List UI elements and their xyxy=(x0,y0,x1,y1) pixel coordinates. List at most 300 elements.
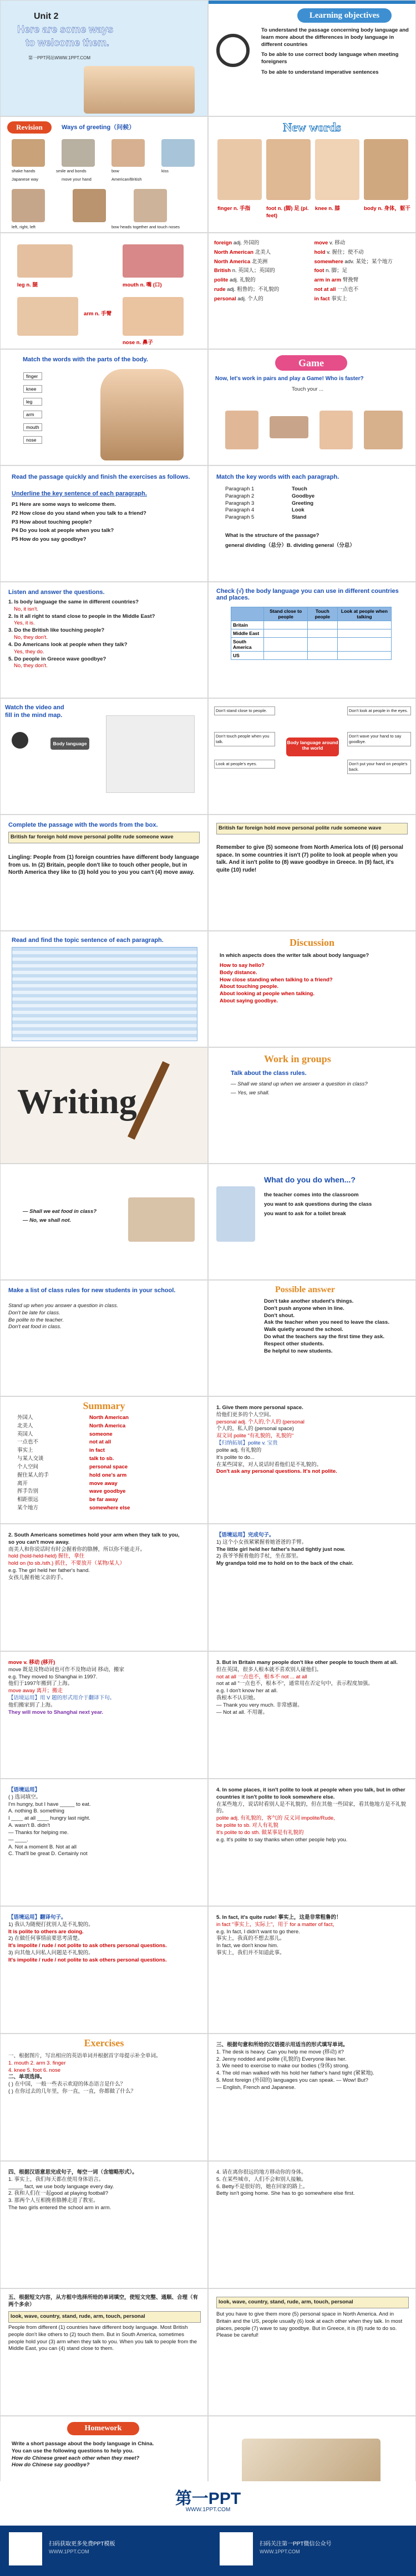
caption-mouth: mouth n. 嘴 (口) xyxy=(123,282,162,288)
question-p2: P2 How close do you stand when you talk to a friend? xyxy=(12,510,146,516)
note-line: e.g. The girl held her father's hand. xyxy=(8,1568,90,1574)
rule-3: Be polite to the teacher. xyxy=(8,1317,64,1323)
vocab-entry: North America 北美洲 xyxy=(214,258,268,265)
slide-new-words-2 xyxy=(0,233,208,349)
note-line: 在某些国家，对人说话时看他们是不礼貌的。 xyxy=(216,1461,322,1468)
caption-foot: foot n. (脚) 足 (pl. feet) xyxy=(266,206,309,219)
note-line: 【语境运用】用 V 题的形式用介于翻译下句。 xyxy=(8,1695,115,1702)
make-list-title: Make a list of class rules for new students in your school. xyxy=(8,1287,176,1294)
answer-rule: Walk quietly around the school. xyxy=(264,1327,343,1333)
label-kiss: kiss xyxy=(161,168,169,173)
slide-writing xyxy=(0,1047,208,1164)
vocab-entry: foot n. 脚；足 xyxy=(314,268,348,274)
rule-4: Don't eat food in class. xyxy=(8,1324,62,1330)
students-image xyxy=(84,66,195,114)
practice-line: It's impolite / rude / not polite to ask others personal questions. xyxy=(8,1957,167,1963)
listen-q4: 4. Do Americans look at people when they talk? xyxy=(8,641,128,648)
slide-game xyxy=(208,349,416,465)
question-p1: P1 Here are some ways to welcome them. xyxy=(12,501,116,508)
note-line: so you can't move away. xyxy=(8,1539,70,1545)
keyword-greeting: Greeting xyxy=(292,500,314,506)
homework-line: How do Chinese greet each other when they meet? xyxy=(12,2455,140,2461)
practice-line: A. wasn't B. didn't xyxy=(8,1822,50,1829)
paragraph-2: Paragraph 2 xyxy=(225,493,255,499)
keyword-touch: Touch xyxy=(292,486,307,492)
answer-rule: Respect other students. xyxy=(264,1340,324,1347)
note-line: 他们搬家到了上海。 xyxy=(8,1702,56,1708)
answer-rule: Don't take another student's things. xyxy=(264,1298,354,1304)
slide-complete-2 xyxy=(208,815,416,931)
lesson-title-1: Here are some ways xyxy=(17,24,114,35)
listen-q2: 2. Is it all right to stand close to people in the Middle East? xyxy=(8,613,155,619)
footer-logo: 第一PPT xyxy=(175,2490,241,2508)
exercise-line: The two girls entered the school arm in arm. xyxy=(8,2205,111,2211)
note-line: e.g. I don't know her at all. xyxy=(216,1688,278,1694)
note-line: 女孩儿握着她父亲的手。 xyxy=(8,1574,67,1581)
rules-answer: — Yes, we shall. xyxy=(231,1090,270,1096)
vocab-entry: in fact 事实上 xyxy=(314,295,347,302)
exercise-line: 2. Jenny nodded and polite (礼貌的) Everyone likes her. xyxy=(216,2056,347,2062)
note-line: personal adj. 个人的,个人的 (personal xyxy=(216,1418,305,1425)
slide-practice-not-at-all xyxy=(0,1779,208,1906)
aspect-6: About saying goodbye. xyxy=(220,998,278,1005)
slide-complete-1 xyxy=(0,815,208,931)
note-line: move v. 移动 (移开) xyxy=(8,1660,55,1666)
table-row: South America xyxy=(231,638,392,652)
classroom-image xyxy=(128,1197,195,1242)
class-rules-sub: Talk about the class rules. xyxy=(231,1070,307,1077)
kiss-image xyxy=(111,139,145,167)
note-line: 南美人和你说话时有时会握着你的胳膊，所以你不能走开。 xyxy=(8,1546,146,1553)
note-line: In fact, we don't know him. xyxy=(216,1943,278,1949)
listen-q1: 1. Is body language the same in different countries? xyxy=(8,599,139,605)
slide-exercises-4 xyxy=(208,2161,416,2288)
cloze-passage-1: People from different (1) countries have different body language. Most British people don't like others to (2) touch them. But in South America, sometimes people hold your (3) arm when they talk to you. When you talk to people from the Middle East, you can (4) stand close to them. xyxy=(8,2324,197,2352)
body-image xyxy=(364,139,408,200)
word-box-2: British far foreign hold move personal polite rude someone wave xyxy=(216,823,408,834)
objective-3: To be able to understand imperative sentences xyxy=(261,69,379,76)
slide-note-in-fact xyxy=(208,1906,416,2034)
discussion-title: Discussion xyxy=(289,937,335,948)
label-smile: smile and bonds xyxy=(56,168,87,173)
listen-q3: 3. Do the British like touching people? xyxy=(8,627,105,634)
slide-exercises-1 xyxy=(0,2034,208,2161)
slide-revision xyxy=(0,116,208,233)
game-title: Game xyxy=(275,355,347,371)
hand-image xyxy=(364,411,403,449)
note-line: — Thank you very much. 非常感谢。 xyxy=(216,1702,303,1708)
keyword-goodbye: Goodbye xyxy=(292,493,315,499)
slide-key-words xyxy=(208,465,416,582)
exercise-line: ( ) 在你过去的几年里，你一直，一直，你都做了什么？ xyxy=(8,2088,136,2095)
note-line: e.g. They moved to Shanghai in 1997. xyxy=(8,1673,98,1680)
slide-exercises-2 xyxy=(208,2034,416,2161)
vocab-entry: foreign adj. 外国的 xyxy=(214,240,260,246)
structure-question: What is the structure of the passage? xyxy=(225,532,319,539)
lesson-title-2: to welcome them. xyxy=(26,37,110,48)
listen-a5: No, they don't. xyxy=(14,663,48,669)
exercise-5-title: 五、根据短文内容，从方框中选择所给的单词填空，使短文完整、通顺、合理（有两个多余） xyxy=(8,2295,199,2308)
vocab-entry: personal adj. 个人的 xyxy=(214,295,263,302)
shake-hands-image xyxy=(12,139,45,167)
vocab-entry: move v. 移动 xyxy=(314,240,346,246)
label-american: American/British xyxy=(111,177,142,182)
video-title-2: fill in the mind map. xyxy=(5,712,63,719)
slide-vocabulary xyxy=(208,233,416,349)
note-line: 事实上，我真的不想去那儿。 xyxy=(216,1935,285,1942)
listen-a1: No, it isn't. xyxy=(14,606,39,612)
game-touch: Touch your ... xyxy=(292,386,324,392)
vocab-entry: not at all 一点也不 xyxy=(314,286,359,293)
arm-image xyxy=(17,297,78,336)
complete-title: Complete the passage with the words from the box. xyxy=(8,822,158,828)
exercise-line: 四、根据汉语意思完成句子，每空一词（含缩略形式）。 xyxy=(8,2169,138,2175)
summary-title: Summary xyxy=(83,1400,125,1411)
vocab-list xyxy=(214,240,410,303)
rule-1: Stand up when you answer a question in class. xyxy=(8,1303,119,1309)
exercise-line: 3. We need to exercise to make our bodies (身体) strong. xyxy=(216,2063,350,2070)
answer-rule: Do what the teachers say the first time they ask. xyxy=(264,1334,384,1340)
exercise-line: 1. The desk is heavy. Can you help me move (移动) it? xyxy=(216,2048,344,2055)
greeting-heading: Ways of greeting（问候） xyxy=(62,124,135,131)
slide-match-body xyxy=(0,349,208,465)
map-box-5: Don't wave your hand to say goodbye. xyxy=(347,732,411,746)
note-line: move away 离开；搬走 xyxy=(8,1688,63,1694)
caption-arm: arm n. 手臂 xyxy=(84,311,112,317)
exercise-line: 6. Betty不是很好的，她在回家的路上。 xyxy=(216,2183,308,2190)
note-line: hold (hold-held-held) 握住，拿住 xyxy=(8,1553,85,1560)
note-line: 2. South Americans sometimes hold your arm when they talk to you, xyxy=(8,1532,180,1538)
practice-line: — Thanks for helping me. xyxy=(8,1829,69,1836)
practice-line: The little girl held her father's hand tightly just now. xyxy=(216,1546,346,1553)
footer xyxy=(0,2481,416,2576)
slide-check-table xyxy=(208,582,416,698)
passage-part-1: Lingling: People from (1) foreign countries have different body language from us. In (2) Britain, people don't like to touch other people, but in North America they like to (3) hold you to you you can't (4) move away. xyxy=(8,854,199,875)
caption-body: body n. 身体，躯干 xyxy=(364,206,410,212)
wave-image xyxy=(161,139,195,167)
slide-possible-answer xyxy=(208,1280,416,1396)
word-arm: arm xyxy=(23,411,42,418)
eye-image xyxy=(270,416,308,438)
practice-line: I ____ at all ____ hungry last night. xyxy=(8,1815,90,1822)
keyword-look: Look xyxy=(292,507,305,514)
note-line: 他们于1997年搬到了上海。 xyxy=(8,1681,73,1687)
note-line: not at all "一点也不，根本不"，通常用在否定句中，表示程度加强。 xyxy=(216,1681,373,1687)
practice-line: My grandpa told me to hold on to the back of the chair. xyxy=(216,1560,354,1567)
footer-right-text: 扫码关注第一PPT微信公众号 xyxy=(260,2541,332,2547)
slide-read-quickly xyxy=(0,465,208,582)
label-bow-heads: bow heads together and touch noses xyxy=(111,224,180,229)
slide-mind-map-2 xyxy=(208,698,416,815)
situation-2: you want to ask questions during the class xyxy=(264,1201,372,1207)
shall-answer: — No, we shall not. xyxy=(23,1217,72,1223)
listen-title: Listen and answer the questions. xyxy=(8,589,105,596)
slide-title xyxy=(0,0,208,116)
nose-photo xyxy=(319,411,353,449)
homework-line: Write a short passage about the body language in China. xyxy=(12,2441,154,2447)
slide-work-groups xyxy=(208,1047,416,1164)
thinking-image xyxy=(216,1186,255,1242)
read-title: Read the passage quickly and finish the exercises as follows. xyxy=(12,474,190,480)
map-box-3: Look at people's eyes. xyxy=(214,760,275,769)
paragraph-5: Paragraph 5 xyxy=(225,514,255,521)
aspect-5: About looking at people when talking. xyxy=(220,991,314,997)
col-touch: Touch people xyxy=(307,607,337,621)
paragraph-4: Paragraph 4 xyxy=(225,507,255,514)
vocab-entry: rude adj. 粗鲁的；不礼貌的 xyxy=(214,286,280,293)
answer-rule: Don't shout. xyxy=(264,1312,295,1319)
exercise-line: 5. Most foreign (外国的) languages you can speak. — Wow! But? xyxy=(216,2077,368,2084)
footer-right-site: WWW.1PPT.COM xyxy=(260,2549,300,2554)
exercise-line: 4. 请在离你很远的地方移动你的身体。 xyxy=(216,2169,307,2175)
hug-image xyxy=(12,189,45,222)
magnifier-image xyxy=(216,34,250,67)
note-line: be polite to sb. 对人有礼貌 xyxy=(216,1822,278,1829)
practice-line: 2) 在做任何事情前要思考清楚。 xyxy=(8,1935,83,1942)
note-line: They will move to Shanghai next year. xyxy=(8,1709,104,1715)
vocab-entry: arm in arm 臂挽臂 xyxy=(314,277,359,284)
exercise-line: 2. 我和人们在一起good at playing football? xyxy=(8,2190,109,2197)
slide-new-words-1 xyxy=(208,116,416,233)
exercise-line: ( ) 在中国，一般一些表示欢迎的体态语言是什么？ xyxy=(8,2081,126,2088)
note-line: 双文词 polite "有礼貌的，礼貌的" xyxy=(216,1433,294,1440)
slide-discussion xyxy=(208,931,416,1047)
objectives-title: Learning objectives xyxy=(297,8,392,23)
table-header-row xyxy=(231,607,392,621)
slide-topic-sentence xyxy=(0,931,208,1047)
keywords-title: Match the key words with each paragraph. xyxy=(216,474,339,480)
situation-1: the teacher comes into the classroom xyxy=(264,1192,359,1198)
note-line: 5. In fact, it's quite rude! 事实上，这是非常粗鲁的！ xyxy=(216,1914,342,1921)
word-leg: leg xyxy=(23,398,42,406)
question-p4: P4 Do you look at people when you talk? xyxy=(12,528,114,534)
word-finger: finger xyxy=(23,372,42,380)
slide-shall-we xyxy=(0,1164,208,1280)
word-mouth: mouth xyxy=(23,423,42,431)
caption-finger: finger n. 手指 xyxy=(217,206,251,212)
paragraph-3: Paragraph 3 xyxy=(225,500,255,506)
body-figure-image xyxy=(100,369,184,460)
practice-line: It's impolite / rude / not polite to ask others personal questions. xyxy=(8,1943,167,1949)
exercise-line: 一、根据图片，写出相应的英语单词并根据首字母提示补全单词。 xyxy=(8,2053,161,2059)
site-label: 第一PPT网站WWW.1PPT.COM xyxy=(28,55,90,60)
ear-image xyxy=(225,411,258,449)
practice-line: 2) 我爷爷握着他的手杖，坐在那里。 xyxy=(216,1553,302,1560)
keyword-stand: Stand xyxy=(292,514,307,521)
writing-word: Writing xyxy=(17,1082,137,1121)
listen-a4: Yes, they do. xyxy=(14,648,44,655)
slide-note-not-at-all xyxy=(208,1651,416,1779)
question-p5: P5 How do you say goodbye? xyxy=(12,536,87,543)
note-line: 事实上，我们并不知道此事。 xyxy=(216,1950,285,1957)
mind-map-node xyxy=(106,715,195,793)
slide-mind-map-1 xyxy=(0,698,208,815)
word-knee: knee xyxy=(23,385,42,393)
exercise-line: 4. knee 5. foot 6. nose xyxy=(8,2067,61,2073)
discussion-question: In which aspects does the writer talk about body language? xyxy=(220,952,369,959)
bow-image xyxy=(62,139,95,167)
map-center: Body language around the world xyxy=(286,738,339,756)
practice-line: 1) 这个小女孩紧紧握着她爸爸的手臂。 xyxy=(216,1539,307,1545)
practice-line: It is polite to others are doing. xyxy=(8,1928,84,1935)
aspect-1: How to say hello? xyxy=(220,962,265,969)
word-box-4: look, wave, country, stand, rude, arm, touch, personal xyxy=(216,2297,409,2308)
foot-image xyxy=(266,139,311,200)
what-title: What do you do when...? xyxy=(264,1175,356,1184)
answer-rule: Ask the teacher when you need to leave the class. xyxy=(264,1319,389,1326)
footer-left-site: WWW.1PPT.COM xyxy=(49,2549,89,2554)
label-bow: bow xyxy=(111,168,119,173)
exercise-line: 1. 事实上，我们每天都在使用身体语言。 xyxy=(8,2176,104,2183)
map-box-4: Don't look at people in the eyes. xyxy=(347,706,411,715)
finger-image xyxy=(217,139,262,200)
practice-line: 【语境运用】翻译句子。 xyxy=(8,1914,67,1921)
note-line: Don't ask any personal questions. It's not polite. xyxy=(216,1468,337,1475)
exercises-title: Exercises xyxy=(84,2037,124,2048)
vocab-entry: hold v. 握住；使不动 xyxy=(314,249,364,255)
work-groups-title: Work in groups xyxy=(264,1053,331,1064)
slide-what-do-you-do xyxy=(208,1164,416,1280)
practice-line: 【语境运用】 xyxy=(8,1787,40,1793)
slide-exercises-3 xyxy=(0,2161,208,2288)
summary-list: 外国人 North American 北美人 North America 英国人 someone 一点也不 not at all 事实上 in fact 与某人交谈 talk to sb. 个人空间 personal space 握住某人的手 hold one's arm 离开 move away 挥手告别 wave goodbye 相距很远 be far away 某个地方 somewhere else xyxy=(17,1415,130,1511)
passage-image xyxy=(12,947,197,1041)
listen-q5: 5. Do people in Greece wave goodbye? xyxy=(8,655,106,662)
objective-2: To be able to use correct body language when meeting foreigners xyxy=(261,52,399,65)
note-line: move 既是及物动词也可作不及物动词 移动，搬家 xyxy=(8,1666,125,1673)
situation-3: you want to ask for a toilet break xyxy=(264,1210,346,1217)
practice-line: 3) 向其他人问私人问题是不礼貌的。 xyxy=(8,1950,94,1957)
aspect-4: About touching people. xyxy=(220,984,279,990)
slide-note-hold xyxy=(0,1524,208,1651)
homework-title: Homework xyxy=(67,2422,139,2435)
video-title-1: Watch the video and xyxy=(5,704,64,711)
footer-left-text: 扫码获取更多免费PPT模板 xyxy=(49,2541,115,2547)
homework-line: You can use the following questions to help you. xyxy=(12,2447,134,2454)
body-language-table xyxy=(231,607,392,660)
read-subtitle: Underline the key sentence of each paragraph. xyxy=(12,490,147,497)
word-box-3: look, wave, country, stand, rude, arm, touch, personal xyxy=(8,2311,201,2323)
table-row: Britain xyxy=(231,621,392,629)
listen-a2: Yes, it is. xyxy=(14,620,35,627)
note-line: 【归纳拓展】polite v. 宝贵 xyxy=(216,1440,278,1447)
note-line: not at all 一点也不，根本不 not ... at all xyxy=(216,1673,307,1680)
exercise-line: _____ fact, we use body language every day. xyxy=(8,2183,114,2190)
rules-question: — Shall we stand up when we answer a question in class? xyxy=(231,1081,368,1087)
structure-answer: general dividing（总分）B. dividing general（分总） xyxy=(225,542,355,549)
note-line: e.g. In fact, I didn't want to go there. xyxy=(216,1928,300,1935)
mind-map-center: Body language xyxy=(50,738,89,750)
cheek-kiss-image xyxy=(134,189,167,222)
exercise-line: 5. 在某些城市，人们不会和别人接触。 xyxy=(216,2176,307,2183)
slide-note-personal xyxy=(208,1396,416,1524)
vocab-entry: North American 北美人 xyxy=(214,249,271,255)
practice-line: A. Not a moment B. Not at all xyxy=(8,1843,77,1850)
slide-exercises-6 xyxy=(208,2288,416,2416)
new-words-title: New words xyxy=(283,120,341,134)
nose-touch-image xyxy=(73,189,106,222)
aspect-2: Body distance. xyxy=(220,969,257,976)
listen-a3: No, they don't. xyxy=(14,634,48,641)
caption-knee: knee n. 膝 xyxy=(315,206,340,212)
note-line: It's polite to do sth. 做某事是有礼貌的 xyxy=(216,1829,304,1836)
nose-image xyxy=(123,297,184,336)
col-stand-close: Stand close to people xyxy=(264,607,307,621)
note-line: e.g. It's polite to say thanks when other people help you. xyxy=(216,1836,348,1843)
caption-leg: leg n. 腿 xyxy=(17,282,38,288)
note-line: 个人的，私人的 (personal space) xyxy=(216,1426,294,1432)
note-line: hold on (to sb./sth.) 抓住，不要放开（某物/某人） xyxy=(8,1560,125,1567)
col-look: Look at people when talking xyxy=(337,607,391,621)
match-title: Match the words with the parts of the body. xyxy=(23,356,148,363)
question-p3: P3 How about touching people? xyxy=(12,519,92,525)
note-line: polite adj. 有礼貌的 xyxy=(216,1447,262,1453)
unit-label: Unit 2 xyxy=(34,12,59,21)
vocab-entry: British n. 英国人；英国的 xyxy=(214,268,275,274)
practice-line: — ____. xyxy=(8,1836,28,1843)
slide-note-move xyxy=(0,1651,208,1779)
note-line: — Not at all. 不用谢。 xyxy=(216,1709,268,1715)
slide-objectives xyxy=(208,0,416,116)
exercise-line: Betty isn't going home. She has to go somewhere else first. xyxy=(216,2190,355,2197)
leg-image xyxy=(17,244,73,278)
caption-nose: nose n. 鼻子 xyxy=(123,340,153,346)
check-title: Check (√) the body language you can use in different countries and places. xyxy=(216,588,399,601)
note-line: It's polite to do... xyxy=(216,1454,255,1461)
label-shake-hands: shake hands xyxy=(12,168,35,173)
practice-line: A. nothing B. something xyxy=(8,1808,64,1815)
exercise-line: 4. The old man walked with his hold her father's hand tight (紧紧地). xyxy=(216,2070,374,2077)
map-box-6: Don't put your hand on people's back. xyxy=(347,760,411,774)
qr-right xyxy=(220,2532,253,2565)
exercise-line: — English, French and Japanese. xyxy=(216,2084,296,2091)
topic-title: Read and find the topic sentence of each paragraph. xyxy=(12,937,164,944)
word-box: British far foreign hold move personal polite rude someone wave xyxy=(8,832,200,843)
slide-listen xyxy=(0,582,208,698)
footer-site: WWW.1PPT.COM xyxy=(185,2507,231,2513)
slide-make-list xyxy=(0,1280,208,1396)
slide-note-polite xyxy=(208,1779,416,1906)
practice-line: 1) 我认为随便打扰别人是不礼貌的。 xyxy=(8,1921,94,1928)
practice-line: C. That'll be great D. Certainly not xyxy=(8,1851,88,1857)
knee-image xyxy=(315,139,359,200)
mouth-image xyxy=(123,244,184,278)
qr-left xyxy=(9,2532,42,2565)
play-button[interactable] xyxy=(12,732,28,749)
note-line: in fact "事实上，实际上"，用于 for a matter of fact， xyxy=(216,1921,338,1928)
map-box-1: Don't stand close to people. xyxy=(214,706,275,715)
answer-rule: Don't push anyone when in line. xyxy=(264,1305,344,1312)
homework-line: How do Chinese say goodbye? xyxy=(12,2462,90,2469)
practice-line: 【语境运用】完成句子。 xyxy=(216,1532,275,1538)
revision-title: Revision xyxy=(7,121,52,134)
note-line: 我根本不认识她。 xyxy=(216,1695,259,1702)
table-row: US xyxy=(231,652,392,660)
passage-part-2: Remember to give (5) someone from North America lots of (6) personal space. In some countries it isn't (7) polite to look at people when you talk. And it isn't polite to (8) wave goodbye in Greece. In (9) fact, it's quite (10) rude! xyxy=(216,844,403,873)
label-japanese: Japanese way xyxy=(12,177,38,182)
game-instruction: Now, let's work in pairs and play a Game! Who is faster? xyxy=(215,376,364,382)
exercise-line: 3. 那两个人互相挽着胳膊走进了教室。 xyxy=(8,2198,99,2204)
slide-exercises-5 xyxy=(0,2288,208,2416)
aspect-3: How close standing when talking to a friend? xyxy=(220,976,333,983)
exercise-line: 二、单项选择。 xyxy=(8,2074,45,2081)
note-line: 3. But in Britain many people don't like other people to touch them at all. xyxy=(216,1660,398,1666)
note-line: 4. In some places, it isn't polite to look at people when you talk, but in other countries it isn't polite to look somewhere else. xyxy=(216,1787,405,1800)
slide-practice-hold xyxy=(208,1524,416,1651)
note-line: 给他们更多的个人空间。 xyxy=(216,1411,275,1418)
note-line: polite adj. 有礼貌的，客气的 反义词 impolite/Rude, xyxy=(216,1815,335,1822)
answer-rule: Be helpful to new students. xyxy=(264,1348,333,1354)
